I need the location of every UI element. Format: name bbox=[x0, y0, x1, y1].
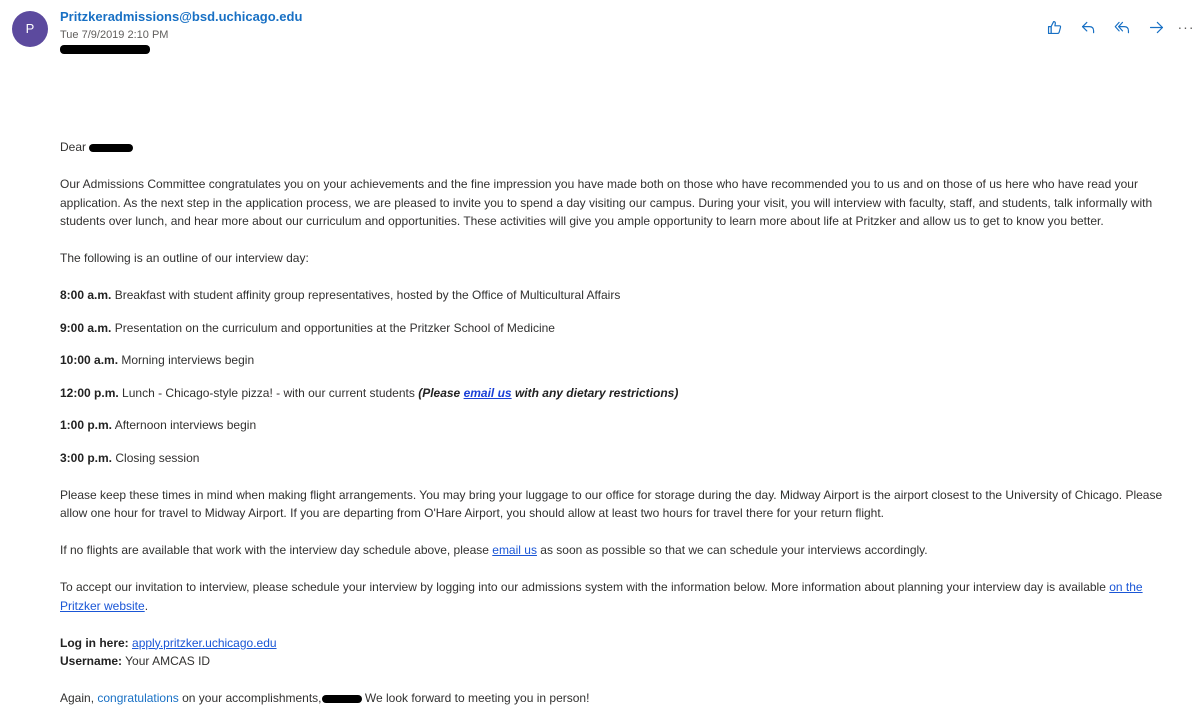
login-line bbox=[60, 634, 1180, 653]
no-flights-post: as soon as possible so that we can schedule your interviews accordingly. bbox=[540, 543, 928, 557]
greeting: Dear bbox=[60, 140, 87, 154]
email-us-link[interactable]: email us bbox=[492, 543, 537, 557]
congratulations-link[interactable]: congratulations bbox=[97, 691, 179, 705]
schedule-time: 12:00 p.m. bbox=[60, 385, 119, 400]
username-label: Username: bbox=[60, 654, 123, 668]
closing-mid: on your accomplishments, bbox=[182, 691, 322, 705]
schedule-item bbox=[60, 286, 1180, 305]
closing-name-redacted bbox=[322, 695, 362, 703]
accept-pre: To accept our invitation to interview, please schedule your interview by logging into our admissions system with the information below. More information about planning your interview day is available bbox=[60, 580, 1106, 594]
accept-post: . bbox=[144, 598, 149, 613]
dietary-note bbox=[418, 386, 678, 400]
flights-paragraph: Please keep these times in mind when making flight arrangements. You may bring your luggage to our office for storage during the day. Midway Airport is the airport closest to the University of Chicago. Please allow one hour for travel to Midway Airport. If you are departing from O'Hare Airport, you should allow at least two hours for travel there for your return flight. bbox=[60, 487, 1163, 520]
schedule-time: 10:00 a.m. bbox=[60, 353, 119, 367]
closing-line bbox=[60, 689, 1180, 708]
closing-post: We look forward to meeting you in person! bbox=[364, 691, 590, 705]
dietary-note-pre: (Please bbox=[418, 385, 461, 400]
message-actions bbox=[1042, 16, 1194, 38]
schedule-time: 3:00 p.m. bbox=[60, 450, 113, 465]
outline-intro: The following is an outline of our interview day: bbox=[60, 251, 309, 265]
greeting-line bbox=[60, 138, 1180, 157]
recipient-redacted bbox=[60, 45, 150, 54]
forward-icon[interactable] bbox=[1144, 16, 1168, 38]
no-flights-paragraph bbox=[60, 541, 1180, 560]
dietary-email-link[interactable]: email us bbox=[463, 385, 512, 400]
message-date: Tue 7/9/2019 2:10 PM bbox=[60, 29, 169, 41]
schedule-text: Lunch - Chicago-style pizza! - with our current students bbox=[122, 385, 415, 400]
schedule-text: Afternoon interviews begin bbox=[114, 418, 257, 432]
message-header bbox=[0, 0, 1200, 70]
schedule-text: Morning interviews begin bbox=[121, 353, 255, 367]
no-flights-pre: If no flights are available that work with the interview day schedule above, please bbox=[60, 543, 489, 557]
reply-icon[interactable] bbox=[1076, 16, 1100, 38]
schedule-text: Breakfast with student affinity group representatives, hosted by the Office of Multicultural Affairs bbox=[114, 288, 621, 302]
schedule-item bbox=[60, 384, 1180, 403]
username-value: Your AMCAS ID bbox=[125, 654, 211, 668]
message-body bbox=[60, 138, 1180, 726]
reply-all-icon[interactable] bbox=[1110, 16, 1134, 38]
schedule-time: 9:00 a.m. bbox=[60, 320, 112, 335]
more-actions-icon[interactable]: ··· bbox=[1177, 19, 1195, 35]
login-label: Log in here: bbox=[60, 635, 129, 650]
thumbs-up-icon[interactable] bbox=[1042, 16, 1066, 38]
username-line bbox=[60, 652, 1180, 671]
schedule-time: 8:00 a.m. bbox=[60, 288, 112, 302]
accept-paragraph bbox=[60, 578, 1180, 615]
sender-email[interactable]: Pritzkeradmissions@bsd.uchicago.edu bbox=[60, 9, 303, 24]
schedule-item bbox=[60, 416, 1180, 435]
schedule-time: 1:00 p.m. bbox=[60, 418, 113, 432]
schedule-item bbox=[60, 351, 1180, 370]
closing-pre: Again, bbox=[60, 691, 95, 705]
intro-paragraph: Our Admissions Committee congratulates you on your achievements and the fine impression you have made both on those who have recommended you to us and on those of us here who have read your application. As the next step in the application process, we are pleased to invite you to spend a day visiting our campus. During your visit, you will interview with faculty, staff, and students, talk informally with students over lunch, and hear more about our curriculum and opportunities. These activities will give you ample opportunity to learn more about life at Pritzker and allow us to get to know you better. bbox=[60, 177, 1153, 228]
sender-avatar[interactable]: P bbox=[12, 11, 48, 47]
greeting-name-redacted bbox=[89, 144, 133, 152]
schedule-text: Presentation on the curriculum and opportunities at the Pritzker School of Medicine bbox=[114, 320, 555, 335]
dietary-note-post: with any dietary restrictions) bbox=[514, 385, 679, 400]
pritzker-website-link[interactable]: on the Pritzker website bbox=[60, 580, 1143, 613]
schedule-item bbox=[60, 449, 1180, 468]
schedule-text: Closing session bbox=[115, 450, 200, 465]
schedule-item bbox=[60, 319, 1180, 338]
login-link[interactable]: apply.pritzker.uchicago.edu bbox=[132, 635, 277, 650]
